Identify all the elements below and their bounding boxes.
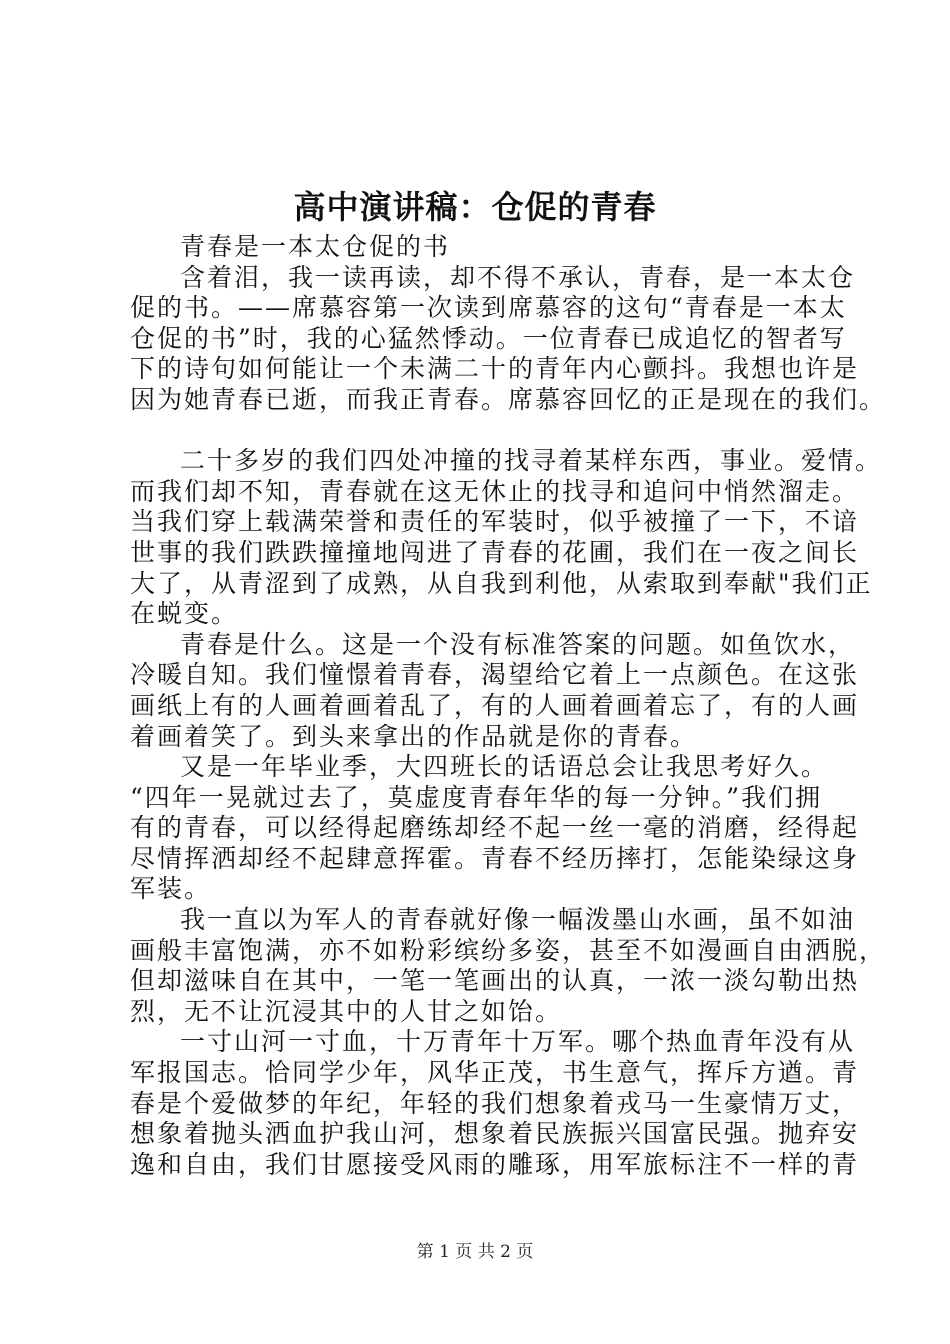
- body-line: 我一直以为军人的青春就好像一幅泼墨山水画，虽不如油: [180, 905, 856, 935]
- document-title: 高中演讲稿：仓促的青春: [293, 188, 657, 226]
- body-line: 画纸上有的人画着画着乱了，有的人画着画着忘了，有的人画: [130, 690, 860, 720]
- body-line: 但却滋味自在其中，一笔一笔画出的认真，一浓一淡勾勒出热: [130, 966, 860, 996]
- body-line: 烈，无不让沉浸其中的人甘之如饴。: [130, 996, 563, 1026]
- body-line: 青春是一本太仓促的书: [180, 232, 451, 261]
- body-line: 因为她青春已逝，而我正青春。席慕容回忆的正是现在的我们。: [130, 384, 887, 414]
- body-line: 世事的我们跌跌撞撞地闯进了青春的花圃，我们在一夜之间长: [130, 537, 860, 567]
- body-line: 仓促的书”时，我的心猛然悸动。一位青春已成追忆的智者写: [130, 323, 847, 353]
- body-line: 逸和自由，我们甘愿接受风雨的雕琢，用军旅标注不一样的青: [130, 1149, 860, 1179]
- page-footer: 第 1 页 共 2 页: [416, 1242, 534, 1262]
- body-line: 军报国志。恰同学少年，风华正茂，书生意气，挥斥方遒。青: [130, 1058, 860, 1088]
- document-body: [130, 232, 887, 1180]
- body-line: 冷暖自知。我们憧憬着青春，渴望给它着上一点颜色。在这张: [130, 660, 860, 690]
- body-line: 在蜕变。: [130, 599, 239, 629]
- body-line: 着画着笑了。到头来拿出的作品就是你的青春。: [130, 721, 698, 751]
- body-line: 春是个爱做梦的年纪，年轻的我们想象着戎马一生豪情万丈，: [130, 1088, 860, 1118]
- body-line: 当我们穿上载满荣誉和责任的军装时，似乎被撞了一下，不谙: [130, 507, 860, 537]
- body-line: 想象着抛头洒血护我山河，想象着民族振兴国富民强。抛弃安: [130, 1119, 860, 1149]
- body-line: 而我们却不知，青春就在这无休止的找寻和追问中悄然溜走。: [130, 476, 860, 506]
- body-line: 下的诗句如何能让一个未满二十的青年内心颤抖。我想也许是: [130, 354, 860, 384]
- body-line: “四年一晃就过去了，莫虚度青春年华的每一分钟。”我们拥: [130, 782, 823, 812]
- body-line: 尽情挥洒却经不起肆意挥霍。青春不经历摔打，怎能染绿这身: [130, 843, 860, 873]
- body-line: 含着泪，我一读再读，却不得不承认，青春，是一本太仓: [180, 262, 856, 292]
- body-line: 军装。: [130, 874, 212, 904]
- body-line: 画般丰富饱满，亦不如粉彩缤纷多姿，甚至不如漫画自由洒脱，: [130, 935, 887, 965]
- body-line: 又是一年毕业季，大四班长的话语总会让我思考好久。: [180, 752, 829, 782]
- body-line: 青春是什么。这是一个没有标准答案的问题。如鱼饮水，: [180, 629, 856, 659]
- body-line: 大了，从青涩到了成熟，从自我到利他，从索取到奉献"我们正: [130, 568, 873, 598]
- paragraph-gap: [130, 416, 856, 447]
- body-line: 有的青春，可以经得起磨练却经不起一丝一毫的消磨，经得起: [130, 813, 860, 843]
- body-line: 一寸山河一寸血，十万青年十万军。哪个热血青年没有从: [180, 1027, 856, 1057]
- body-line: 二十多岁的我们四处冲撞的找寻着某样东西，事业。爱情。: [180, 446, 883, 476]
- body-line: 促的书。——席慕容第一次读到席慕容的这句“青春是一本太: [130, 293, 847, 323]
